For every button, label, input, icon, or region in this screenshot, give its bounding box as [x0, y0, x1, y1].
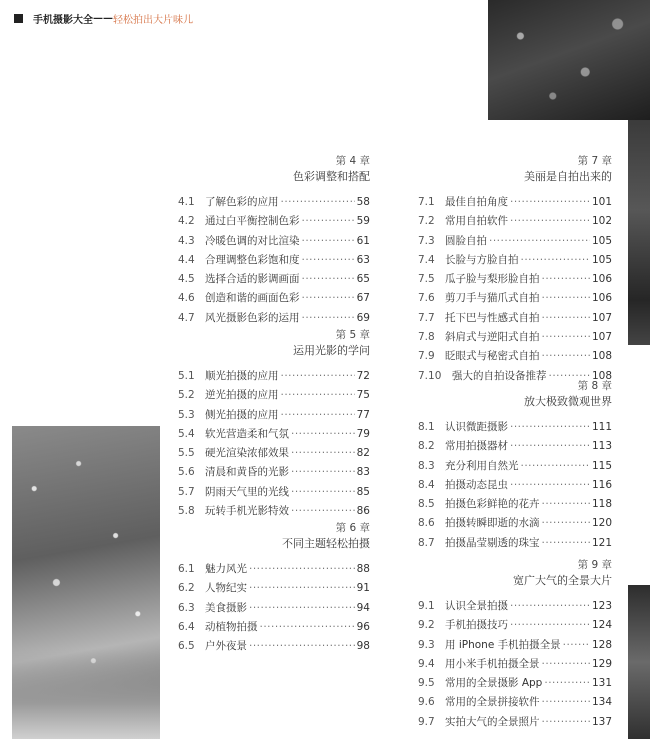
- leader-dots: [302, 232, 355, 251]
- section-number: 8.5: [418, 498, 435, 511]
- toc-entry: [178, 637, 370, 656]
- chapter-heading: [178, 327, 370, 359]
- page-number: 137: [591, 715, 612, 728]
- leader-dots: [542, 514, 590, 533]
- chapter-heading: [418, 378, 612, 410]
- section-title: 户外夜景: [205, 640, 247, 653]
- toc-list: [418, 193, 612, 386]
- section-title: 硬光渲染浓郁效果: [205, 447, 289, 460]
- chapter-title: 宽广大气的全景大片: [513, 574, 612, 587]
- section-number: 6.4: [178, 620, 195, 633]
- page-number: 83: [356, 466, 370, 479]
- page-number: 96: [356, 620, 370, 633]
- section-number: 4.4: [178, 253, 195, 266]
- section-title: 用 iPhone 手机拍摄全景: [445, 638, 561, 651]
- toc-entry: [418, 347, 612, 366]
- leader-dots: [510, 193, 590, 212]
- section-title: 用小米手机拍摄全景: [445, 657, 540, 670]
- decorative-photo-right-bottom: [628, 585, 650, 739]
- section-title: 充分利用自然光: [445, 459, 519, 472]
- page-number: 123: [591, 600, 612, 612]
- chapter-number: 第 4 章: [335, 155, 370, 167]
- section-number: 7.1: [418, 196, 435, 208]
- toc-entry: [178, 309, 370, 328]
- running-header: [14, 11, 193, 26]
- toc-entry: [178, 444, 370, 463]
- page-number: 65: [356, 273, 370, 286]
- section-number: 8.7: [418, 536, 435, 549]
- toc-list: [418, 597, 612, 732]
- section-title: 常用的全景摄影 App: [445, 677, 543, 690]
- page-number: 59: [356, 215, 370, 228]
- leader-dots: [249, 579, 355, 598]
- section-title: 拍摄色彩鲜艳的花卉: [445, 498, 540, 511]
- section-title: 实拍大气的全景照片: [445, 715, 540, 728]
- page-number: 86: [356, 505, 370, 518]
- leader-dots: [542, 495, 590, 514]
- toc-entry: [418, 251, 612, 270]
- section-title: 风光摄影色彩的运用: [205, 311, 300, 324]
- chapter-9: [418, 557, 612, 732]
- section-number: 8.6: [418, 517, 435, 530]
- section-number: 9.7: [418, 715, 435, 728]
- section-title: 拍摄晶莹剔透的珠宝: [445, 536, 540, 549]
- section-number: 5.6: [178, 466, 195, 479]
- leader-dots: [281, 386, 355, 405]
- toc-entry: [178, 463, 370, 482]
- chapter-title: 运用光影的学问: [293, 344, 370, 357]
- page-number: 69: [356, 311, 370, 324]
- toc-entry: [178, 289, 370, 308]
- toc-entry: [178, 579, 370, 598]
- page-number: 111: [591, 421, 612, 433]
- chapter-heading: [178, 153, 370, 185]
- section-number: 4.2: [178, 215, 195, 228]
- toc-list: [178, 560, 370, 656]
- chapter-title: 色彩调整和搭配: [293, 170, 370, 183]
- page-number: 107: [591, 331, 612, 344]
- leader-dots: [510, 616, 590, 635]
- section-number: 4.6: [178, 292, 195, 305]
- page-number: 108: [591, 350, 612, 363]
- toc-entry: [178, 406, 370, 425]
- section-number: 6.5: [178, 640, 195, 653]
- page-number: 116: [591, 478, 612, 491]
- section-number: 5.5: [178, 447, 195, 460]
- leader-dots: [489, 232, 590, 251]
- toc-entry: [418, 270, 612, 289]
- leader-dots: [302, 251, 355, 270]
- section-title: 长脸与方脸自拍: [445, 253, 519, 266]
- leader-dots: [249, 599, 355, 618]
- page-number: 113: [591, 440, 612, 453]
- section-number: 5.2: [178, 389, 195, 402]
- leader-dots: [542, 347, 590, 366]
- section-title: 最佳自拍角度: [445, 196, 508, 208]
- page-number: 124: [591, 619, 612, 632]
- section-number: 7.2: [418, 215, 435, 228]
- leader-dots: [563, 636, 590, 655]
- page-number: 134: [591, 696, 612, 709]
- section-title: 清晨和黄昏的光影: [205, 466, 289, 479]
- section-number: 4.7: [178, 311, 195, 324]
- leader-dots: [510, 212, 590, 231]
- leader-dots: [542, 289, 590, 308]
- toc-entry: [178, 251, 370, 270]
- page-number: 72: [356, 370, 370, 382]
- toc-entry: [178, 270, 370, 289]
- page-number: 91: [356, 582, 370, 595]
- leader-dots: [249, 560, 355, 579]
- section-title: 常用的全景拼接软件: [445, 696, 540, 709]
- toc-entry: [418, 418, 612, 437]
- section-title: 托下巴与性感式自拍: [445, 311, 540, 324]
- toc-entry: [178, 560, 370, 579]
- toc-entry: [178, 502, 370, 521]
- chapter-7: [418, 153, 612, 386]
- chapter-number: 第 5 章: [335, 329, 370, 341]
- section-number: 6.3: [178, 601, 195, 614]
- section-title: 常用拍摄器材: [445, 440, 508, 453]
- chapter-4: [178, 153, 370, 328]
- toc-list: [178, 367, 370, 521]
- section-number: 5.7: [178, 485, 195, 498]
- decorative-photo-left: [12, 426, 160, 739]
- section-title: 选择合适的影调画面: [205, 273, 300, 286]
- section-number: 8.3: [418, 459, 435, 472]
- section-number: 7.6: [418, 292, 435, 305]
- section-title: 顺光拍摄的应用: [205, 370, 279, 382]
- leader-dots: [281, 406, 355, 425]
- page-number: 115: [591, 459, 612, 472]
- section-number: 8.1: [418, 421, 435, 433]
- section-number: 6.1: [178, 563, 195, 575]
- section-number: 9.6: [418, 696, 435, 709]
- section-number: 5.8: [178, 505, 195, 518]
- page-number: 106: [591, 273, 612, 286]
- chapter-number: 第 6 章: [335, 522, 370, 534]
- page-number: 85: [356, 485, 370, 498]
- toc-entry: [418, 476, 612, 495]
- chapter-number: 第 7 章: [577, 155, 612, 167]
- toc-entry: [178, 212, 370, 231]
- toc-list: [178, 193, 370, 328]
- header-dash: ——: [93, 13, 113, 24]
- toc-entry: [418, 495, 612, 514]
- leader-dots: [510, 476, 590, 495]
- toc-entry: [418, 655, 612, 674]
- page-number: 98: [356, 640, 370, 653]
- leader-dots: [281, 367, 355, 386]
- section-number: 5.4: [178, 427, 195, 440]
- leader-dots: [542, 328, 590, 347]
- chapter-number: 第 9 章: [577, 559, 612, 571]
- toc-entry: [418, 437, 612, 456]
- section-title: 常用自拍软件: [445, 215, 508, 228]
- leader-dots: [302, 289, 355, 308]
- page-number: 67: [356, 292, 370, 305]
- page-number: 121: [591, 536, 612, 549]
- section-number: 4.1: [178, 196, 195, 208]
- toc-entry: [418, 534, 612, 553]
- section-number: 7.8: [418, 331, 435, 344]
- section-title: 逆光拍摄的应用: [205, 389, 279, 402]
- chapter-5: [178, 327, 370, 521]
- toc-entry: [178, 193, 370, 212]
- section-number: 9.3: [418, 638, 435, 651]
- toc-entry: [178, 599, 370, 618]
- section-title: 魅力风光: [205, 563, 247, 575]
- leader-dots: [281, 193, 355, 212]
- leader-dots: [542, 534, 590, 553]
- page-number: 58: [356, 196, 370, 208]
- page-number: 129: [591, 657, 612, 670]
- leader-dots: [542, 309, 590, 328]
- section-title: 眨眼式与秘密式自拍: [445, 350, 540, 363]
- section-title: 认识微距摄影: [445, 421, 508, 433]
- section-title: 创造和谐的画面色彩: [205, 292, 300, 305]
- leader-dots: [291, 425, 355, 444]
- toc-entry: [178, 232, 370, 251]
- section-title: 了解色彩的应用: [205, 196, 279, 208]
- leader-dots: [510, 418, 590, 437]
- leader-dots: [249, 637, 355, 656]
- leader-dots: [544, 674, 590, 693]
- section-title: 斜肩式与逆阳式自拍: [445, 331, 540, 344]
- leader-dots: [302, 212, 355, 231]
- section-number: 9.2: [418, 619, 435, 632]
- toc-entry: [418, 328, 612, 347]
- section-number: 7.9: [418, 350, 435, 363]
- toc-entry: [418, 597, 612, 616]
- section-number: 5.1: [178, 370, 195, 382]
- page-number: 63: [356, 253, 370, 266]
- section-title: 通过白平衡控制色彩: [205, 215, 300, 228]
- leader-dots: [510, 437, 590, 456]
- page-number: 82: [356, 447, 370, 460]
- toc-entry: [418, 636, 612, 655]
- section-title: 认识全景拍摄: [445, 600, 508, 612]
- toc-list: [418, 418, 612, 553]
- leader-dots: [302, 270, 355, 289]
- toc-entry: [418, 193, 612, 212]
- section-number: 7.3: [418, 234, 435, 247]
- chapter-8: [418, 378, 612, 553]
- leader-dots: [510, 597, 590, 616]
- page-number: 120: [591, 517, 612, 530]
- section-number: 8.4: [418, 478, 435, 491]
- section-number: 5.3: [178, 408, 195, 421]
- leader-dots: [302, 309, 355, 328]
- section-title: 冷暖色调的对比渲染: [205, 234, 300, 247]
- section-number: 9.4: [418, 657, 435, 670]
- section-number: 7.7: [418, 311, 435, 324]
- section-number: 9.5: [418, 677, 435, 690]
- chapter-heading: [418, 557, 612, 589]
- toc-entry: [418, 457, 612, 476]
- leader-dots: [542, 655, 590, 674]
- page-number: 118: [591, 498, 612, 511]
- leader-dots: [291, 463, 355, 482]
- page-number: 94: [356, 601, 370, 614]
- leader-dots: [260, 618, 355, 637]
- book-title: 手机摄影大全: [33, 15, 93, 26]
- page-number: 131: [591, 677, 612, 690]
- chapter-6: [178, 520, 370, 656]
- section-number: 7.10: [418, 369, 442, 382]
- toc-entry: [178, 618, 370, 637]
- toc-entry: [418, 514, 612, 533]
- chapter-number: 第 8 章: [577, 380, 612, 392]
- toc-entry: [418, 674, 612, 693]
- page-number: 61: [356, 234, 370, 247]
- section-title: 美食摄影: [205, 601, 247, 614]
- leader-dots: [542, 693, 590, 712]
- section-title: 拍摄转瞬即逝的水滴: [445, 517, 540, 530]
- page-number: 102: [591, 215, 612, 228]
- section-number: 4.5: [178, 273, 195, 286]
- toc-entry: [178, 367, 370, 386]
- page-number: 108: [591, 369, 612, 382]
- toc-entry: [418, 616, 612, 635]
- leader-dots: [291, 502, 355, 521]
- page-number: 107: [591, 311, 612, 324]
- section-title: 拍摄动态昆虫: [445, 478, 508, 491]
- toc-entry: [418, 232, 612, 251]
- section-number: 9.1: [418, 600, 435, 612]
- decorative-photo-top: [488, 0, 650, 120]
- section-number: 4.3: [178, 234, 195, 247]
- leader-dots: [542, 270, 590, 289]
- toc-entry: [178, 425, 370, 444]
- page-number: 77: [356, 408, 370, 421]
- section-title: 软光营造柔和气氛: [205, 427, 289, 440]
- section-title: 动植物拍摄: [205, 620, 258, 633]
- page-number: 106: [591, 292, 612, 305]
- section-title: 玩转手机光影特效: [205, 505, 289, 518]
- toc-entry: [418, 212, 612, 231]
- page-number: 105: [591, 234, 612, 247]
- section-number: 7.5: [418, 273, 435, 286]
- section-title: 手机拍摄技巧: [445, 619, 508, 632]
- page-number: 101: [591, 196, 612, 208]
- section-number: 6.2: [178, 582, 195, 595]
- chapter-heading: [178, 520, 370, 552]
- page-number: 105: [591, 253, 612, 266]
- toc-entry: [418, 713, 612, 732]
- leader-dots: [521, 251, 590, 270]
- leader-dots: [542, 713, 590, 732]
- section-number: 8.2: [418, 440, 435, 453]
- chapter-title: 美丽是自拍出来的: [524, 170, 612, 183]
- toc-entry: [418, 693, 612, 712]
- section-title: 侧光拍摄的应用: [205, 408, 279, 421]
- section-title: 合理调整色彩饱和度: [205, 253, 300, 266]
- page-number: 75: [356, 389, 370, 402]
- toc-entry: [178, 483, 370, 502]
- leader-dots: [291, 444, 355, 463]
- section-title: 剪刀手与猫爪式自拍: [445, 292, 540, 305]
- header-square-icon: [14, 14, 23, 23]
- section-number: 7.4: [418, 253, 435, 266]
- section-title: 圆脸自拍: [445, 234, 487, 247]
- page-number: 128: [591, 638, 612, 651]
- chapter-title: 放大极致微观世界: [524, 395, 612, 408]
- chapter-heading: [418, 153, 612, 185]
- chapter-title: 不同主题轻松拍摄: [282, 537, 370, 550]
- toc-entry: [418, 309, 612, 328]
- leader-dots: [521, 457, 590, 476]
- leader-dots: [291, 483, 355, 502]
- section-title: 阴雨天气里的光线: [205, 485, 289, 498]
- page-number: 88: [356, 563, 370, 575]
- decorative-photo-right: [628, 120, 650, 345]
- section-title: 人物纪实: [205, 582, 247, 595]
- section-title: 瓜子脸与梨形脸自拍: [445, 273, 540, 286]
- toc-entry: [178, 386, 370, 405]
- toc-entry: [418, 289, 612, 308]
- section-title: 强大的自拍设备推荐: [452, 369, 547, 382]
- book-subtitle: 轻松拍出大片味儿: [113, 15, 193, 26]
- page-number: 79: [356, 427, 370, 440]
